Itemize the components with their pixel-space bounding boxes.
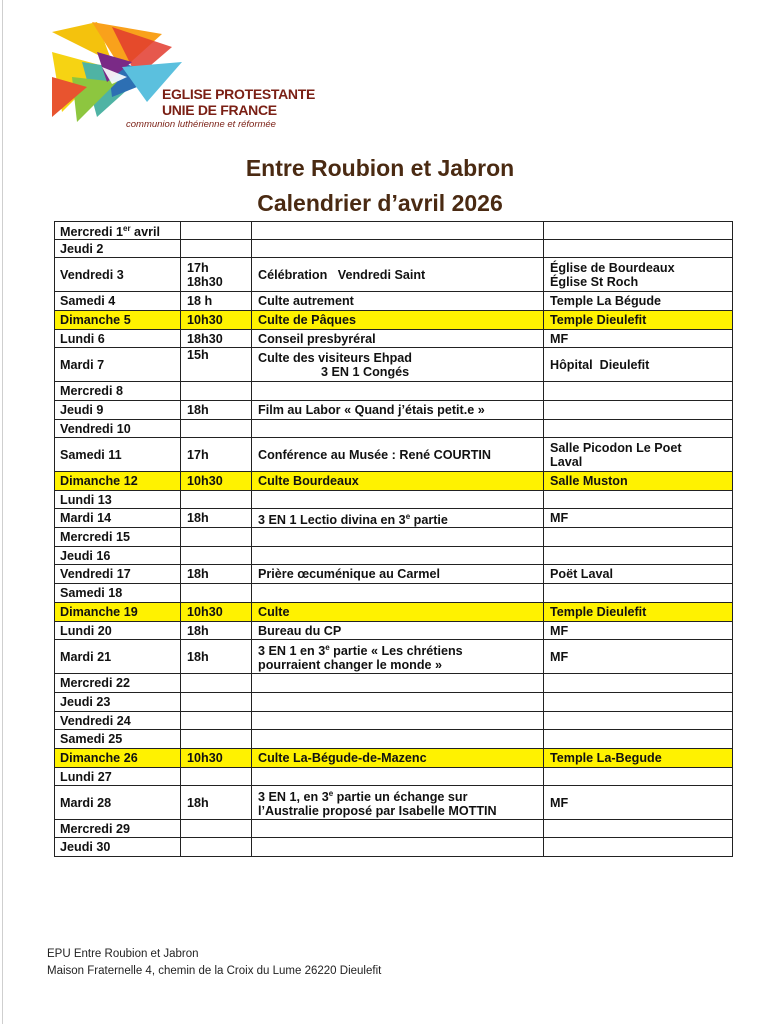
place-cell xyxy=(544,820,733,838)
event-cell xyxy=(252,258,544,292)
event-suffix: partie « Les chrétiens xyxy=(329,644,463,659)
logo-name-line2: UNIE DE FRANCE xyxy=(162,102,277,118)
cell-text: 18h30 xyxy=(187,331,223,346)
day-cell xyxy=(55,222,181,240)
place-cell xyxy=(544,603,733,622)
time-cell xyxy=(181,712,252,730)
day-label: Mardi 14 xyxy=(60,511,112,526)
calendar-row xyxy=(55,330,733,348)
cell-text: 10h30 xyxy=(187,605,223,620)
event-suffix: pourraient changer le monde » xyxy=(258,658,443,673)
cell-text: Culte de Pâques xyxy=(258,313,356,328)
event-cell xyxy=(252,786,544,820)
cell-text: Culte autrement xyxy=(258,294,354,309)
time-cell xyxy=(181,786,252,820)
epudf-logo xyxy=(52,22,352,134)
cell-text: Film au Labor « Quand j’étais petit.e » xyxy=(258,403,485,418)
day-cell xyxy=(55,640,181,674)
calendar-row xyxy=(55,258,733,292)
time-cell xyxy=(181,838,252,857)
page-title: Entre Roubion et Jabron xyxy=(245,155,515,181)
calendar-row xyxy=(55,240,733,258)
footer xyxy=(47,946,381,980)
time-cell xyxy=(181,330,252,348)
event-cell xyxy=(252,382,544,401)
event-text: 3 EN 1 Lectio divina en 3 xyxy=(258,512,406,527)
day-cell xyxy=(55,838,181,857)
place-cell xyxy=(544,330,733,348)
event-text: 3 EN 1, en 3 xyxy=(258,790,329,805)
day-label: Mercredi 1 xyxy=(60,225,123,240)
calendar-row xyxy=(55,311,733,330)
cell-text: Église de Bourdeaux xyxy=(550,260,675,275)
event-cell xyxy=(252,547,544,565)
calendar-row xyxy=(55,674,733,693)
place-cell xyxy=(544,547,733,565)
day-label: Mercredi 8 xyxy=(60,384,123,399)
place-cell xyxy=(544,730,733,749)
cell-text: 18h xyxy=(187,649,209,664)
calendar-row xyxy=(55,565,733,584)
event-cell xyxy=(252,622,544,640)
cell-text: Temple La-Begude xyxy=(550,751,662,766)
day-label: Mardi 21 xyxy=(60,649,112,664)
cell-text: Culte des visiteurs Ehpad xyxy=(258,350,412,365)
time-cell xyxy=(181,749,252,768)
day-label: Dimanche 19 xyxy=(60,605,138,620)
calendar-row xyxy=(55,420,733,438)
event-text: 3 EN 1 en 3 xyxy=(258,644,326,659)
calendar-row xyxy=(55,640,733,674)
cell-text: 10h30 xyxy=(187,313,223,328)
day-cell xyxy=(55,547,181,565)
day-cell xyxy=(55,603,181,622)
time-cell xyxy=(181,348,252,382)
footer-line2: Maison Fraternelle 4, chemin de la Croix du Lume 26220 Dieulefit xyxy=(47,965,382,977)
day-cell xyxy=(55,401,181,420)
day-suffix: avril xyxy=(130,225,160,240)
day-label: Samedi 11 xyxy=(60,447,122,462)
event-cell xyxy=(252,240,544,258)
cell-text: 18h30 xyxy=(187,274,223,289)
calendar-row xyxy=(55,712,733,730)
place-cell xyxy=(544,622,733,640)
day-cell xyxy=(55,348,181,382)
calendar-row xyxy=(55,491,733,509)
calendar-row xyxy=(55,472,733,491)
cell-text: Célébration Vendredi Saint xyxy=(258,267,426,282)
page-subtitle: Calendrier d’avril 2026 xyxy=(257,190,503,216)
time-cell xyxy=(181,420,252,438)
day-cell xyxy=(55,240,181,258)
day-label: Vendredi 10 xyxy=(60,421,131,436)
cell-text: Conférence au Musée : René COURTIN xyxy=(258,447,492,462)
time-cell xyxy=(181,292,252,311)
place-cell xyxy=(544,240,733,258)
time-cell xyxy=(181,240,252,258)
calendar-row xyxy=(55,382,733,401)
place-cell xyxy=(544,712,733,730)
cell-text: Salle Muston xyxy=(550,474,628,489)
day-cell xyxy=(55,693,181,712)
cell-text: 18h xyxy=(187,795,209,810)
time-cell xyxy=(181,622,252,640)
day-label: Mardi 7 xyxy=(60,357,105,372)
event-cell xyxy=(252,768,544,786)
cell-text: Temple La Bégude xyxy=(550,294,662,309)
cell-text: 15h xyxy=(187,348,209,363)
day-label: Mercredi 15 xyxy=(60,530,131,545)
day-cell xyxy=(55,292,181,311)
time-cell xyxy=(181,584,252,603)
event-cell xyxy=(252,438,544,472)
day-label: Jeudi 16 xyxy=(60,548,111,563)
time-cell xyxy=(181,311,252,330)
time-cell xyxy=(181,768,252,786)
cell-text: MF xyxy=(550,795,569,810)
cell-text: 17h xyxy=(187,447,209,462)
event-cell xyxy=(252,509,544,528)
event-sup: e xyxy=(328,789,334,799)
day-label: Jeudi 23 xyxy=(60,695,111,710)
cell-text: Conseil presbyréral xyxy=(258,331,376,346)
day-label: Dimanche 5 xyxy=(60,313,131,328)
cell-text: Salle Picodon Le Poet xyxy=(550,440,682,455)
time-cell xyxy=(181,820,252,838)
day-label: Lundi 13 xyxy=(60,492,112,507)
time-cell xyxy=(181,693,252,712)
place-cell xyxy=(544,292,733,311)
day-label: Vendredi 24 xyxy=(60,713,131,728)
event-cell xyxy=(252,565,544,584)
place-cell xyxy=(544,674,733,693)
calendar-row xyxy=(55,438,733,472)
place-cell xyxy=(544,420,733,438)
cell-text: Poët Laval xyxy=(550,567,613,582)
event-cell xyxy=(252,838,544,857)
day-label: Samedi 18 xyxy=(60,586,123,601)
calendar-row xyxy=(55,838,733,857)
place-cell xyxy=(544,438,733,472)
day-cell xyxy=(55,565,181,584)
time-cell xyxy=(181,401,252,420)
place-cell xyxy=(544,640,733,674)
day-cell xyxy=(55,330,181,348)
cell-text: Prière œcuménique au Carmel xyxy=(258,567,440,582)
calendar-row xyxy=(55,603,733,622)
time-cell xyxy=(181,674,252,693)
day-cell xyxy=(55,509,181,528)
cell-text: 17h xyxy=(187,260,209,275)
cell-text: Culte xyxy=(258,605,290,620)
day-cell xyxy=(55,730,181,749)
cell-text: 18 h xyxy=(187,294,213,309)
time-cell xyxy=(181,491,252,509)
event-cell xyxy=(252,603,544,622)
place-cell xyxy=(544,565,733,584)
day-label: Lundi 27 xyxy=(60,769,112,784)
calendar-row xyxy=(55,401,733,420)
day-cell xyxy=(55,674,181,693)
day-cell xyxy=(55,438,181,472)
place-cell xyxy=(544,348,733,382)
calendar-row xyxy=(55,584,733,603)
cell-text: Culte Bourdeaux xyxy=(258,474,359,489)
cell-text: Culte La-Bégude-de-Mazenc xyxy=(258,751,427,766)
calendar-row xyxy=(55,749,733,768)
day-label: Mardi 28 xyxy=(60,795,112,810)
calendar-row xyxy=(55,693,733,712)
cell-text: 18h xyxy=(187,623,209,638)
place-cell xyxy=(544,693,733,712)
event-suffix: l’Australie proposé par Isabelle MOTTIN xyxy=(258,804,497,819)
day-label: Lundi 6 xyxy=(60,331,105,346)
place-cell xyxy=(544,222,733,240)
logo-name-line1: EGLISE PROTESTANTE xyxy=(162,86,316,102)
place-cell xyxy=(544,768,733,786)
day-cell xyxy=(55,768,181,786)
event-cell xyxy=(252,820,544,838)
time-cell xyxy=(181,509,252,528)
calendar-row xyxy=(55,730,733,749)
event-cell xyxy=(252,420,544,438)
event-cell xyxy=(252,584,544,603)
cell-text: Bureau du CP xyxy=(258,623,342,638)
event-cell xyxy=(252,712,544,730)
day-label: Mercredi 22 xyxy=(60,676,131,691)
day-cell xyxy=(55,622,181,640)
logo-tagline: communion luthérienne et réformée xyxy=(126,119,276,130)
cell-text: 10h30 xyxy=(187,474,223,489)
day-label: Vendredi 3 xyxy=(60,267,124,282)
day-label: Dimanche 26 xyxy=(60,751,138,766)
day-cell xyxy=(55,749,181,768)
calendar-row xyxy=(55,622,733,640)
day-cell xyxy=(55,786,181,820)
page-edge-rule xyxy=(2,0,3,1024)
day-label: Dimanche 12 xyxy=(60,474,138,489)
calendar-row xyxy=(55,547,733,565)
place-cell xyxy=(544,311,733,330)
place-cell xyxy=(544,382,733,401)
day-label: Jeudi 2 xyxy=(60,241,104,256)
event-cell xyxy=(252,401,544,420)
day-cell xyxy=(55,472,181,491)
day-cell xyxy=(55,311,181,330)
event-cell xyxy=(252,674,544,693)
day-label: Jeudi 9 xyxy=(60,403,104,418)
calendar-body xyxy=(55,222,733,857)
event-suffix: partie un échange sur xyxy=(333,790,468,805)
cell-text: Laval xyxy=(550,454,583,469)
cell-text: 18h xyxy=(187,403,209,418)
day-cell xyxy=(55,820,181,838)
place-cell xyxy=(544,472,733,491)
event-cell xyxy=(252,749,544,768)
day-cell xyxy=(55,584,181,603)
event-cell xyxy=(252,491,544,509)
cell-text: Temple Dieulefit xyxy=(550,605,647,620)
place-cell xyxy=(544,838,733,857)
calendar-row xyxy=(55,528,733,547)
event-sup: e xyxy=(325,643,330,653)
event-cell xyxy=(252,292,544,311)
time-cell xyxy=(181,565,252,584)
event-sup: e xyxy=(405,511,411,521)
event-cell xyxy=(252,330,544,348)
day-cell xyxy=(55,491,181,509)
calendar-row xyxy=(55,348,733,382)
day-cell xyxy=(55,528,181,547)
day-label: Samedi 4 xyxy=(60,294,116,309)
event-cell xyxy=(252,730,544,749)
time-cell xyxy=(181,382,252,401)
place-cell xyxy=(544,401,733,420)
event-cell xyxy=(252,348,544,382)
time-cell xyxy=(181,547,252,565)
event-suffix: partie xyxy=(410,512,448,527)
place-cell xyxy=(544,528,733,547)
place-cell xyxy=(544,584,733,603)
day-cell xyxy=(55,258,181,292)
day-label: Vendredi 17 xyxy=(60,567,131,582)
event-cell xyxy=(252,640,544,674)
place-cell xyxy=(544,258,733,292)
day-label: Samedi 25 xyxy=(60,732,123,747)
cell-text: 3 EN 1 Congés xyxy=(258,364,410,379)
cell-text: 18h xyxy=(187,567,209,582)
cell-text: Église St Roch xyxy=(550,274,639,289)
time-cell xyxy=(181,603,252,622)
cell-text: Hôpital Dieulefit xyxy=(550,357,650,372)
event-cell xyxy=(252,472,544,491)
place-cell xyxy=(544,509,733,528)
day-label: Lundi 20 xyxy=(60,623,112,638)
time-cell xyxy=(181,730,252,749)
cell-text: 18h xyxy=(187,511,209,526)
event-cell xyxy=(252,528,544,547)
calendar-row xyxy=(55,786,733,820)
calendar-row xyxy=(55,292,733,311)
time-cell xyxy=(181,528,252,547)
place-cell xyxy=(544,491,733,509)
place-cell xyxy=(544,786,733,820)
time-cell xyxy=(181,222,252,240)
calendar-row xyxy=(55,820,733,838)
cell-text: MF xyxy=(550,511,569,526)
calendar-row xyxy=(55,509,733,528)
event-cell xyxy=(252,311,544,330)
day-sup: er xyxy=(123,224,131,233)
cell-text: MF xyxy=(550,331,569,346)
cell-text: Temple Dieulefit xyxy=(550,313,647,328)
cell-text: 10h30 xyxy=(187,751,223,766)
time-cell xyxy=(181,438,252,472)
day-label: Jeudi 30 xyxy=(60,840,111,855)
day-label: Mercredi 29 xyxy=(60,821,131,836)
event-cell xyxy=(252,693,544,712)
cell-text: MF xyxy=(550,649,569,664)
day-cell xyxy=(55,712,181,730)
cell-text: MF xyxy=(550,623,569,638)
time-cell xyxy=(181,258,252,292)
place-cell xyxy=(544,749,733,768)
footer-line1: EPU Entre Roubion et Jabron xyxy=(47,948,199,960)
time-cell xyxy=(181,640,252,674)
calendar-table xyxy=(54,221,733,857)
time-cell xyxy=(181,472,252,491)
day-cell xyxy=(55,420,181,438)
calendar-row xyxy=(55,768,733,786)
day-cell xyxy=(55,382,181,401)
event-cell xyxy=(252,222,544,240)
calendar-row xyxy=(55,222,733,240)
